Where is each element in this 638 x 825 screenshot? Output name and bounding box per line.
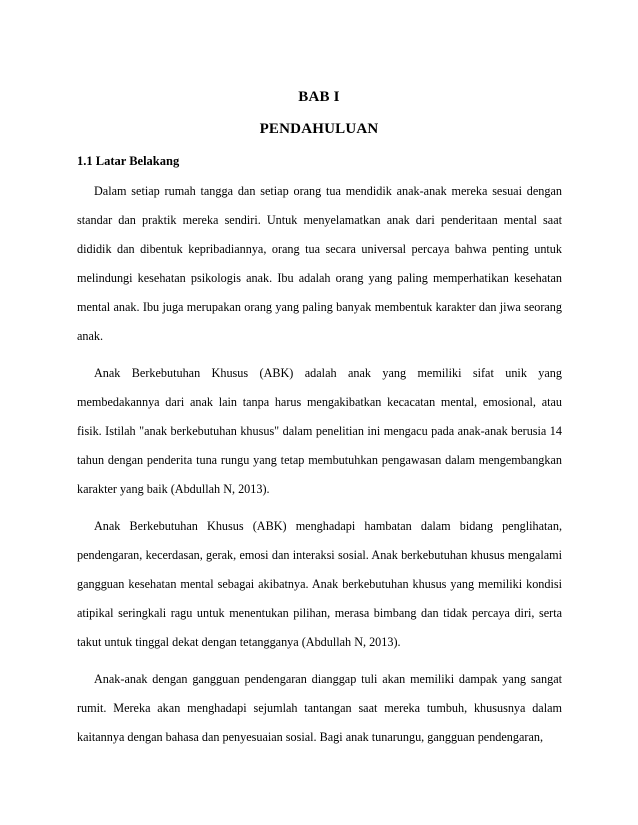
section-heading: 1.1 Latar Belakang (77, 154, 180, 168)
chapter-title: PENDAHULUAN (259, 121, 379, 137)
paragraph-3: Anak Berkebutuhan Khusus (ABK) menghadapi hambatan dalam bidang penglihatan, pendengaran, kecerdasan, gerak, emosi dan interaksi sosial. Anak berkebutuhan khusus mengalami gangguan kesehatan mental sebagai akibatnya. Anak berkebutuhan khusus yang memiliki kondisi atipikal seringkali ragu untuk menentukan pilihan, merasa bimbang dan tidak percaya diri, serta takut untuk tinggal dekat dengan tetangganya (Abdullah N, 2013). (77, 519, 562, 649)
body-text (77, 177, 562, 760)
chapter-number: BAB I (298, 89, 340, 105)
paragraph-1: Dalam setiap rumah tangga dan setiap orang tua mendidik anak-anak mereka sesuai dengan standar dan praktik mereka sendiri. Untuk menyelamatkan anak dari penderitaan mental saat dididik dan dibentuk kepribadiannya, orang tua secara universal percaya bahwa penting untuk melindungi kesehatan psikologis anak. Ibu adalah orang yang paling memperhatikan kesehatan mental anak. Ibu juga merupakan orang yang paling banyak membentuk karakter dan jiwa seorang anak. (77, 184, 562, 343)
paragraph-4: Anak-anak dengan gangguan pendengaran dianggap tuli akan memiliki dampak yang sangat rumit. Mereka akan menghadapi sejumlah tantangan saat mereka tumbuh, khususnya dalam kaitannya dengan bahasa dan penyesuaian sosial. Bagi anak tunarungu, gangguan pendengaran, (77, 672, 562, 744)
paragraph-2: Anak Berkebutuhan Khusus (ABK) adalah anak yang memiliki sifat unik yang membedakannya dari anak lain tanpa harus mengakibatkan kecacatan mental, emosional, atau fisik. Istilah "anak berkebutuhan khusus" dalam penelitian ini mengacu pada anak-anak berusia 14 tahun dengan penderita tuna rungu yang tetap membutuhkan pengawasan dalam mengembangkan karakter yang baik (Abdullah N, 2013). (77, 366, 562, 496)
